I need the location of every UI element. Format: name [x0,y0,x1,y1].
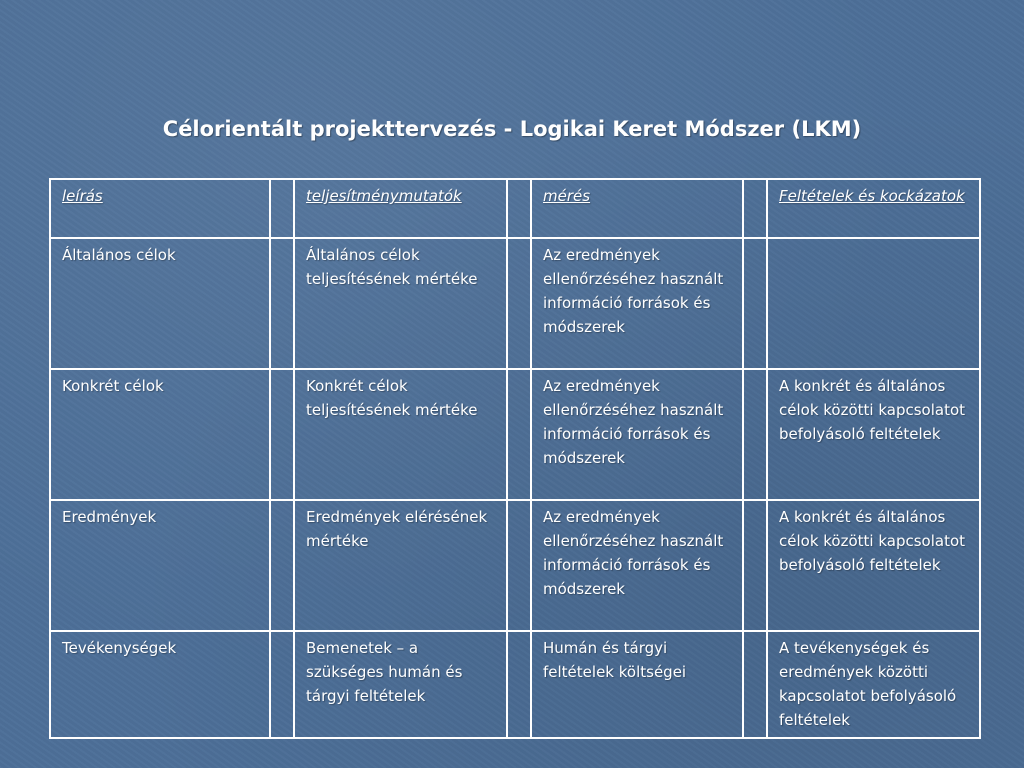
spacer-cell [270,631,294,738]
cell-feltetelek: A konkrét és általános célok közötti kapcsolatot befolyásoló feltételek [767,500,980,631]
spacer-cell [743,179,767,238]
cell-leiras: Tevékenységek [50,631,270,738]
slide-title: Célorientált projekttervezés - Logikai Keret Módszer (LKM) [162,117,862,141]
cell-leiras: Eredmények [50,500,270,631]
header-meres: mérés [543,187,591,205]
spacer-cell [507,631,531,738]
spacer-cell [507,500,531,631]
spacer-cell [270,179,294,238]
spacer-cell [270,238,294,369]
table-header-row [50,179,980,238]
spacer-cell [743,369,767,500]
spacer-cell [270,500,294,631]
lkm-table [49,178,981,739]
cell-teljesitmenymutatok: Bemenetek – a szükséges humán és tárgyi feltételek [294,631,507,738]
spacer-cell [743,500,767,631]
table-row [50,631,980,738]
cell-teljesitmenymutatok: Általános célok teljesítésének mértéke [294,238,507,369]
header-cell-teljesitmenymutatok [294,179,507,238]
cell-feltetelek [767,238,980,369]
table-row [50,369,980,500]
cell-leiras: Általános célok [50,238,270,369]
header-leiras: leírás [62,187,103,205]
header-cell-leiras [50,179,270,238]
cell-meres: Humán és tárgyi feltételek költségei [531,631,743,738]
header-cell-feltetelek [767,179,980,238]
spacer-cell [507,179,531,238]
spacer-cell [270,369,294,500]
header-feltetelek-kockazatok: Feltételek és kockázatok [779,187,965,205]
cell-teljesitmenymutatok: Eredmények elérésének mértéke [294,500,507,631]
header-teljesitmenymutatok: teljesítménymutatók [306,187,462,205]
table-row [50,238,980,369]
spacer-cell [743,631,767,738]
cell-meres: Az eredmények ellenőrzéséhez használt információ források és módszerek [531,500,743,631]
spacer-cell [743,238,767,369]
cell-feltetelek: A konkrét és általános célok közötti kapcsolatot befolyásoló feltételek [767,369,980,500]
cell-meres: Az eredmények ellenőrzéséhez használt információ források és módszerek [531,369,743,500]
table-row [50,500,980,631]
cell-leiras: Konkrét célok [50,369,270,500]
spacer-cell [507,369,531,500]
header-cell-meres [531,179,743,238]
cell-meres: Az eredmények ellenőrzéséhez használt információ források és módszerek [531,238,743,369]
spacer-cell [507,238,531,369]
cell-feltetelek: A tevékenységek és eredmények közötti kapcsolatot befolyásoló feltételek [767,631,980,738]
cell-teljesitmenymutatok: Konkrét célok teljesítésének mértéke [294,369,507,500]
